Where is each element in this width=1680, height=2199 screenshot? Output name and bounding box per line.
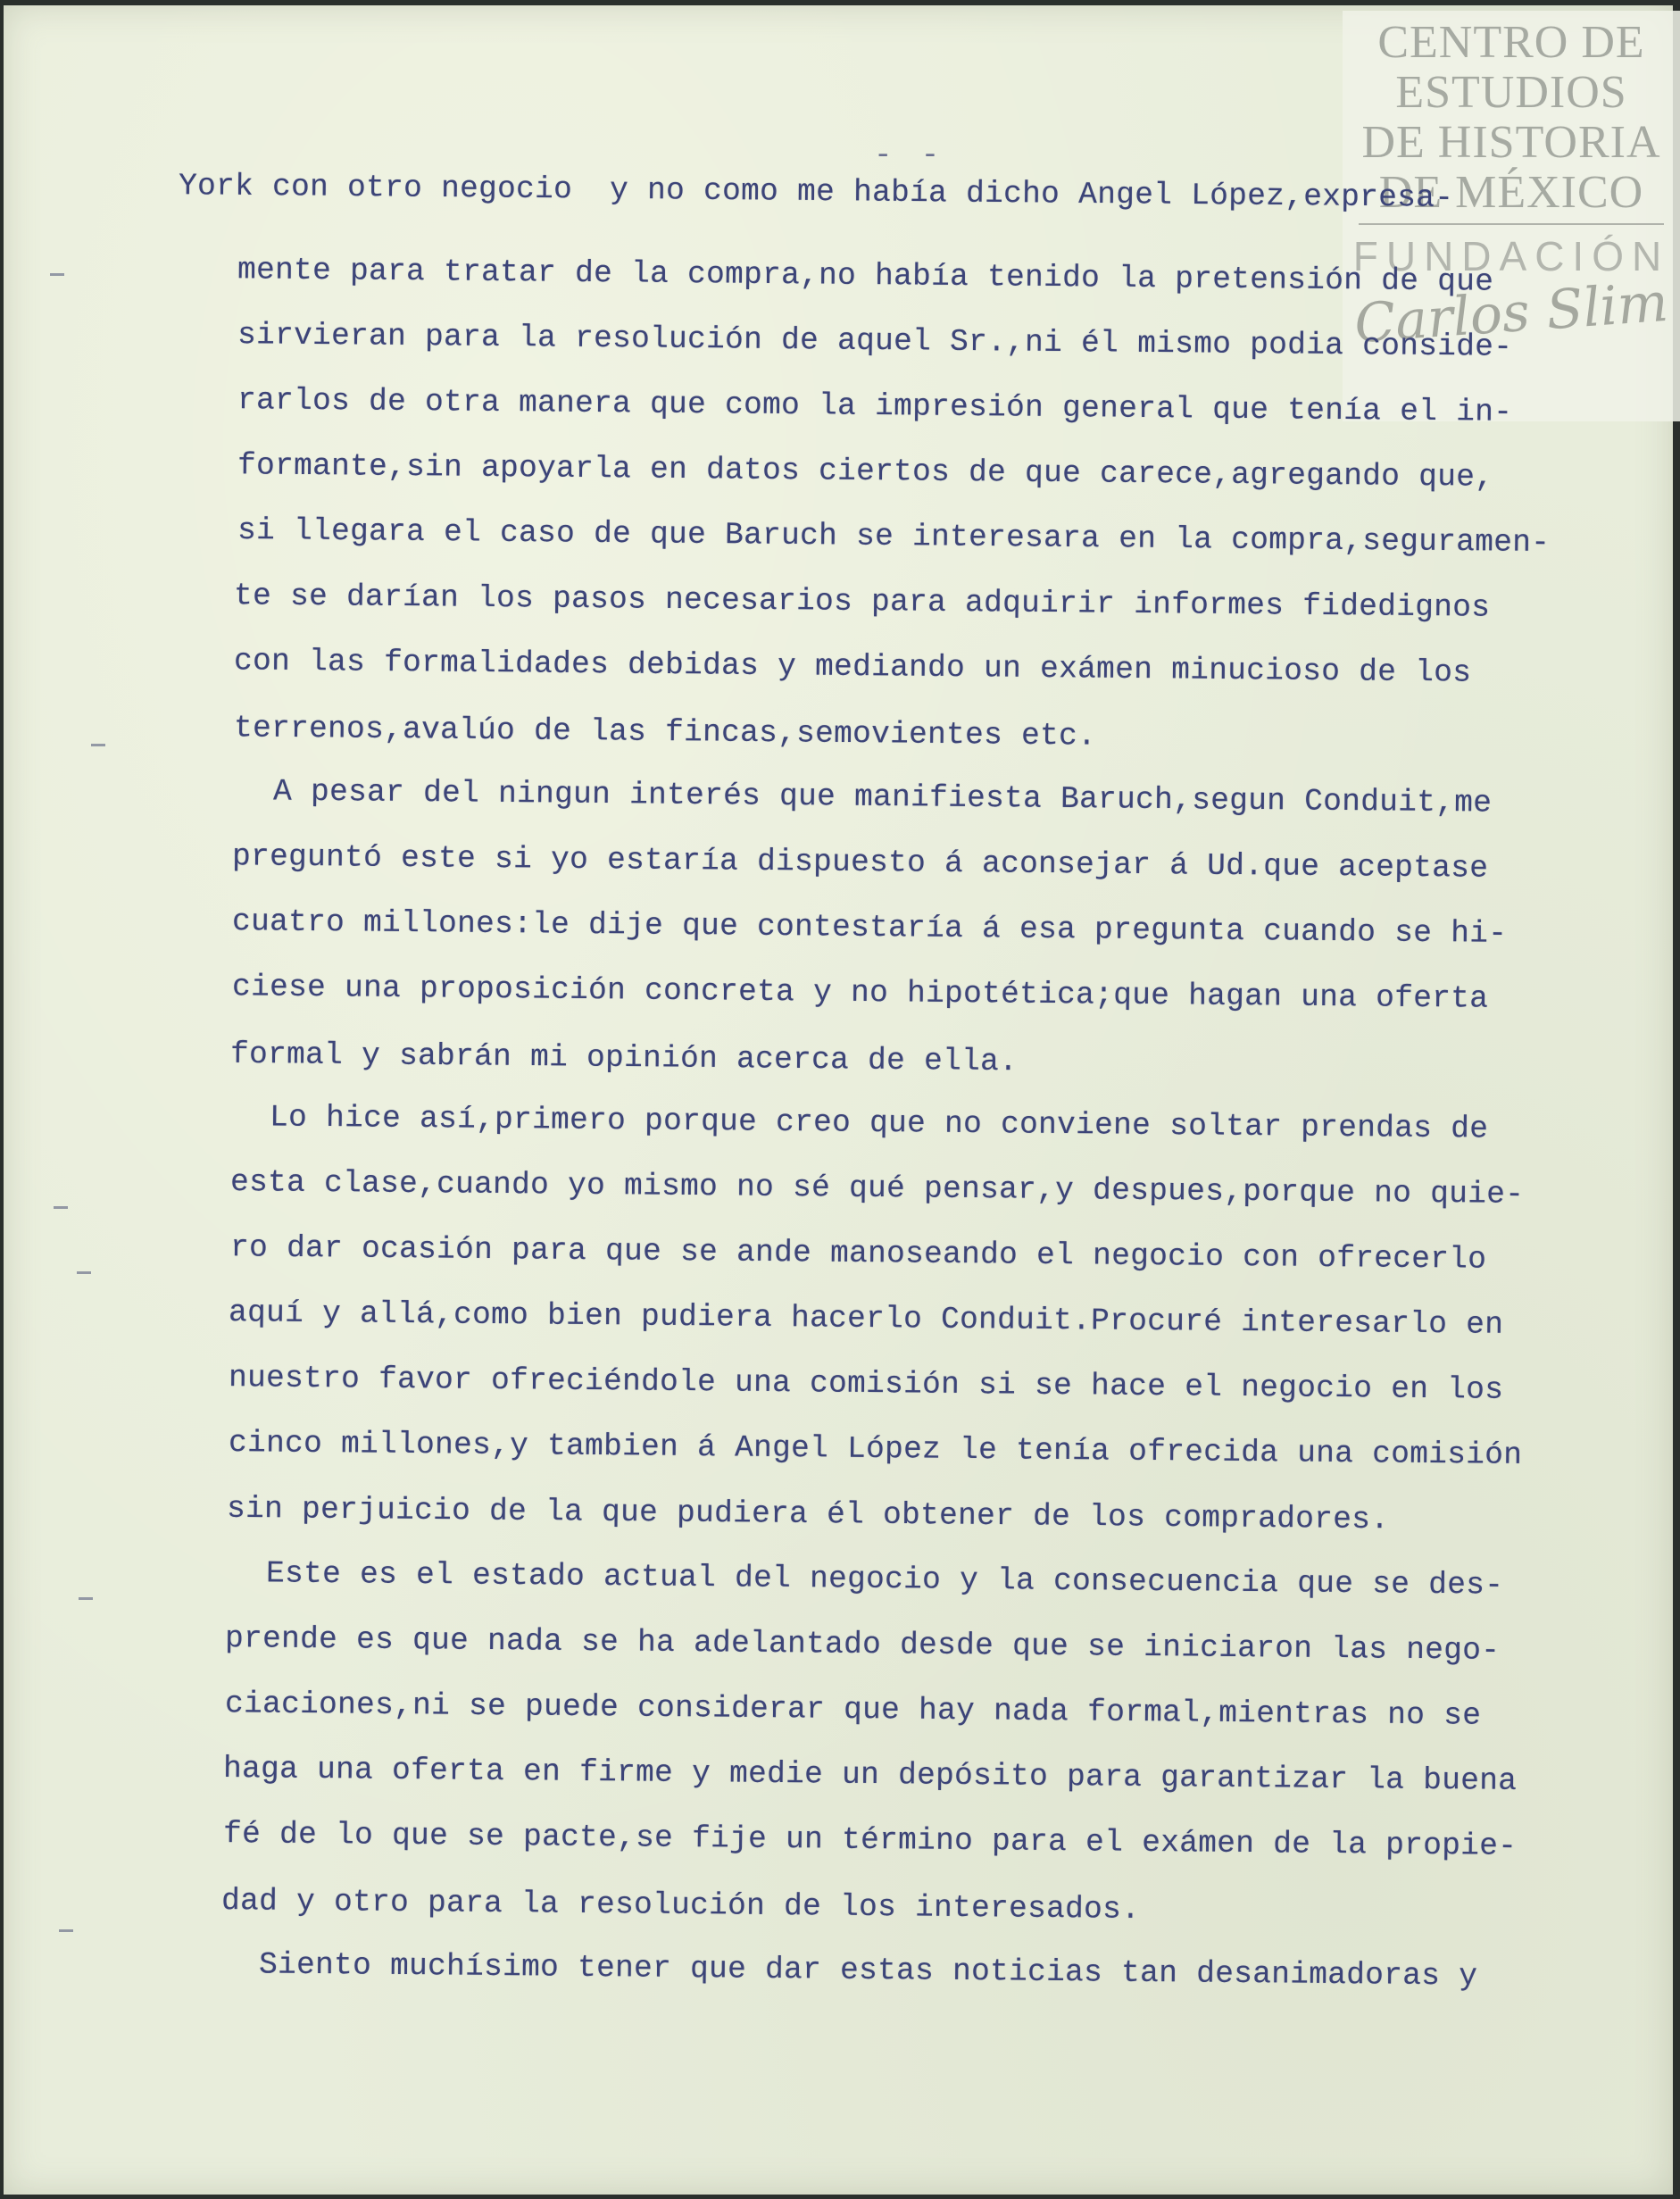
text-line: rarlos de otra manera que como la impresión general que tenía el in- bbox=[237, 383, 1513, 430]
margin-tick bbox=[79, 1597, 93, 1600]
text-line: cinco millones,y tambien á Angel López le tenía ofrecida una comisión bbox=[228, 1426, 1523, 1473]
text-line: Siento muchísimo tener que dar estas noticias tan desanimadoras y bbox=[258, 1947, 1478, 1995]
text-line: Este es el estado actual del negocio y la consecuencia que se des- bbox=[265, 1556, 1504, 1603]
text-line: aquí y allá,como bien pudiera hacerlo Conduit.Procuré interesarlo en bbox=[228, 1295, 1504, 1343]
text-line: ciese una proposición concreta y no hipotética;que hagan una oferta bbox=[231, 970, 1489, 1017]
watermark-line-1: CENTRO DE bbox=[1377, 17, 1645, 68]
text-line: fé de lo que se pacte,se fije un término para el exámen de la propie- bbox=[222, 1817, 1518, 1864]
margin-tick bbox=[54, 1206, 68, 1209]
watermark-line-4: DE MÉXICO bbox=[1378, 167, 1644, 218]
text-line: prende es que nada se ha adelantado desde que se iniciaron las nego- bbox=[224, 1621, 1501, 1669]
margin-tick bbox=[77, 1271, 91, 1274]
watermark-line-3: DE HISTORIA bbox=[1361, 117, 1661, 168]
text-line: formal y sabrán mi opinión acerca de ella. bbox=[229, 1037, 1019, 1080]
text-line: sirvieran para la resolución de aquel Sr.,ni él mismo podia conside- bbox=[237, 318, 1513, 365]
text-line: preguntó este si yo estaría dispuesto á aconsejar á Ud.que aceptase bbox=[231, 839, 1489, 887]
margin-tick bbox=[91, 744, 105, 746]
text-line: terrenos,avalúo de las fincas,semovientes etc. bbox=[233, 711, 1097, 754]
watermark-foundation: FUNDACIÓN bbox=[1352, 233, 1670, 279]
text-line: ciaciones,ni se puede considerar que hay nada formal,mientras no se bbox=[224, 1687, 1482, 1734]
text-line: con las formalidades debidas y mediando un exámen minucioso de los bbox=[233, 644, 1472, 691]
text-line: te se darían los pasos necesarios para adquirir informes fidedignos bbox=[233, 579, 1491, 626]
text-line: cuatro millones:le dije que contestaría á esa pregunta cuando se hi- bbox=[231, 904, 1508, 952]
text-line: sin perjuicio de la que pudiera él obtener de los compradores. bbox=[226, 1491, 1390, 1538]
text-line: ro dar ocasión para que se ande manoseando el negocio con ofrecerlo bbox=[229, 1230, 1487, 1278]
top-dashes: - - bbox=[874, 139, 945, 173]
margin-tick bbox=[50, 273, 64, 276]
text-line: mente para tratar de la compra,no había tenido la pretensión de que bbox=[237, 253, 1494, 300]
watermark-signature: Carlos Slim bbox=[1352, 271, 1670, 356]
text-line: Lo hice así,primero porque creo que no conviene soltar prendas de bbox=[269, 1100, 1489, 1147]
watermark-line-2: ESTUDIOS bbox=[1395, 67, 1627, 118]
watermark-divider bbox=[1359, 223, 1664, 225]
document-page bbox=[4, 5, 1673, 2195]
text-line: dad y otro para la resolución de los interesados. bbox=[220, 1884, 1141, 1928]
text-line: A pesar del ningun interés que manifiesta Baruch,segun Conduit,me bbox=[272, 774, 1493, 821]
margin-tick bbox=[59, 1929, 73, 1932]
text-line: formante,sin apoyarla en datos ciertos de que carece,agregando que, bbox=[237, 448, 1494, 496]
text-line: York con otro negocio y no como me había dicho Angel López,expresa- bbox=[178, 169, 1454, 216]
text-line: haga una oferta en firme y medie un depósito para garantizar la buena bbox=[222, 1752, 1518, 1799]
text-line: si llegara el caso de que Baruch se interesara en la compra,seguramen- bbox=[237, 512, 1551, 562]
text-line: nuestro favor ofreciéndole una comisión si se hace el negocio en los bbox=[228, 1361, 1504, 1408]
text-line: esta clase,cuando yo mismo no sé qué pensar,y despues,porque no quie- bbox=[229, 1165, 1525, 1212]
